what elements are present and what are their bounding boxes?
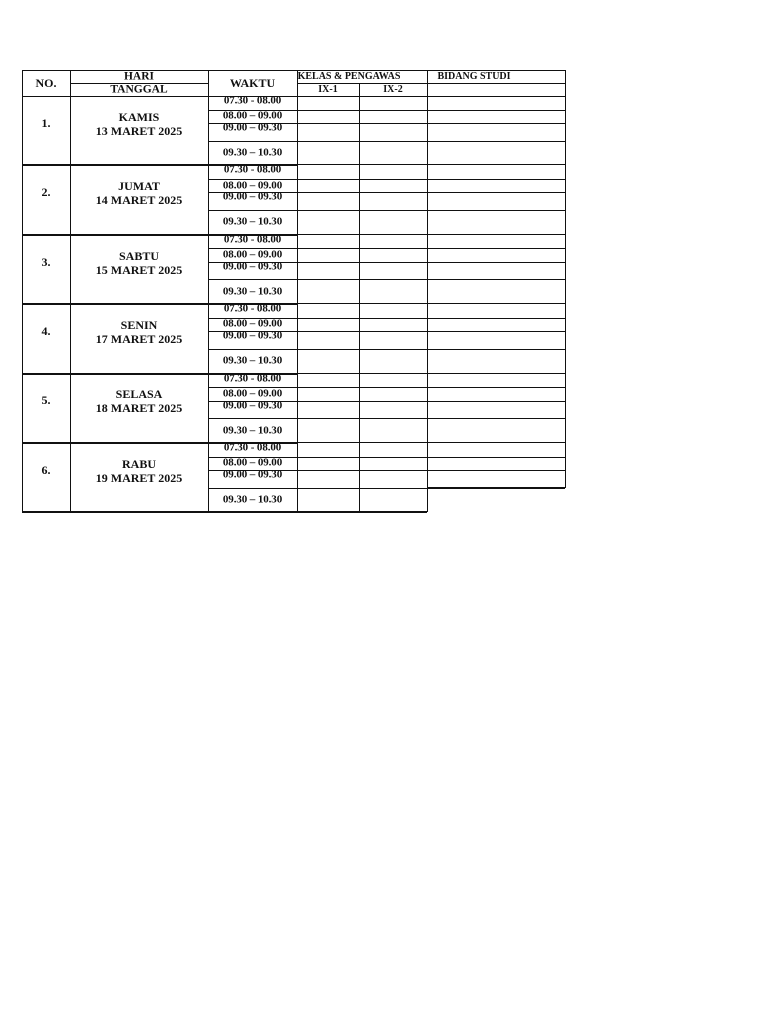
time-slot: 09.00 – 09.30: [222, 329, 283, 342]
time-slot: 07.30 - 08.00: [223, 372, 282, 385]
header-kelas-ix2: IX-2: [383, 83, 403, 95]
time-slot: 07.30 - 08.00: [223, 441, 282, 454]
time-slot: 09.30 – 10.30: [222, 146, 283, 159]
time-slot: 08.00 – 09.00: [222, 248, 283, 261]
col-line-left: [22, 70, 23, 512]
time-slot: 09.30 – 10.30: [222, 424, 283, 437]
col-line-hari: [208, 70, 209, 512]
time-slot: 09.30 – 10.30: [222, 285, 283, 298]
col-line-right: [565, 70, 566, 487]
day-number: 1.: [41, 115, 51, 130]
day-separator-right: [297, 442, 565, 443]
col-line-no: [70, 70, 71, 512]
day-date: 19 MARET 2025: [95, 470, 183, 485]
slot-line: [208, 279, 565, 280]
day-date: 14 MARET 2025: [95, 193, 183, 208]
day-separator-right: [297, 234, 565, 235]
day-name: RABU: [121, 456, 157, 471]
day-name: KAMIS: [118, 109, 160, 124]
time-slot: 07.30 - 08.00: [223, 94, 282, 107]
header-hari: HARI: [123, 69, 155, 82]
day-date: 13 MARET 2025: [95, 123, 183, 138]
header-no: NO.: [35, 76, 57, 90]
time-slot: 09.00 – 09.30: [222, 468, 283, 481]
header-kelas-ix1: IX-1: [318, 83, 338, 95]
day-number: 3.: [41, 254, 51, 269]
header-waktu: WAKTU: [229, 76, 276, 90]
time-slot: 09.30 – 10.30: [222, 354, 283, 367]
time-slot: 09.30 – 10.30: [222, 493, 283, 506]
time-slot: 09.00 – 09.30: [222, 260, 283, 273]
day-name: SABTU: [118, 248, 160, 263]
time-slot: 07.30 - 08.00: [223, 302, 282, 315]
time-slot: 08.00 – 09.00: [222, 456, 283, 469]
day-number: 5.: [41, 393, 51, 408]
time-slot: 08.00 – 09.00: [222, 179, 283, 192]
header-kelas-pengawas: KELAS & PENGAWAS: [297, 70, 401, 82]
col-line-ix1: [359, 83, 360, 512]
col-line-ix2: [427, 70, 428, 512]
slot-line: [208, 141, 565, 142]
time-slot: 07.30 - 08.00: [223, 233, 282, 246]
header-bottom-border: [22, 96, 565, 97]
time-slot: 08.00 – 09.00: [222, 109, 283, 122]
day-name: JUMAT: [118, 179, 160, 194]
time-slot: 08.00 – 09.00: [222, 317, 283, 330]
day-date: 17 MARET 2025: [95, 331, 183, 346]
time-slot: 08.00 – 09.00: [222, 387, 283, 400]
day-number: 4.: [41, 323, 51, 338]
header-bidang-studi: BIDANG STUDI: [437, 70, 511, 82]
day-name: SENIN: [120, 317, 158, 332]
day-date: 15 MARET 2025: [95, 262, 183, 277]
day-number: 6.: [41, 462, 51, 477]
day-separator-right: [297, 373, 565, 374]
day-name: SELASA: [115, 387, 163, 402]
slot-line: [208, 349, 565, 350]
time-slot: 07.30 - 08.00: [223, 163, 282, 176]
time-slot: 09.30 – 10.30: [222, 215, 283, 228]
col-line-waktu: [297, 70, 298, 512]
slot-line: [208, 418, 565, 419]
day-number: 2.: [41, 185, 51, 200]
time-slot: 09.00 – 09.30: [222, 190, 283, 203]
table-right-bottom-border: [427, 487, 566, 488]
header-tanggal: TANGGAL: [110, 82, 168, 95]
table-bottom-border: [22, 512, 427, 513]
time-slot: 09.00 – 09.30: [222, 121, 283, 134]
day-separator-right: [297, 303, 565, 304]
day-separator-right: [297, 164, 565, 165]
day-date: 18 MARET 2025: [95, 401, 183, 416]
slot-line: [208, 210, 565, 211]
time-slot: 09.00 – 09.30: [222, 399, 283, 412]
